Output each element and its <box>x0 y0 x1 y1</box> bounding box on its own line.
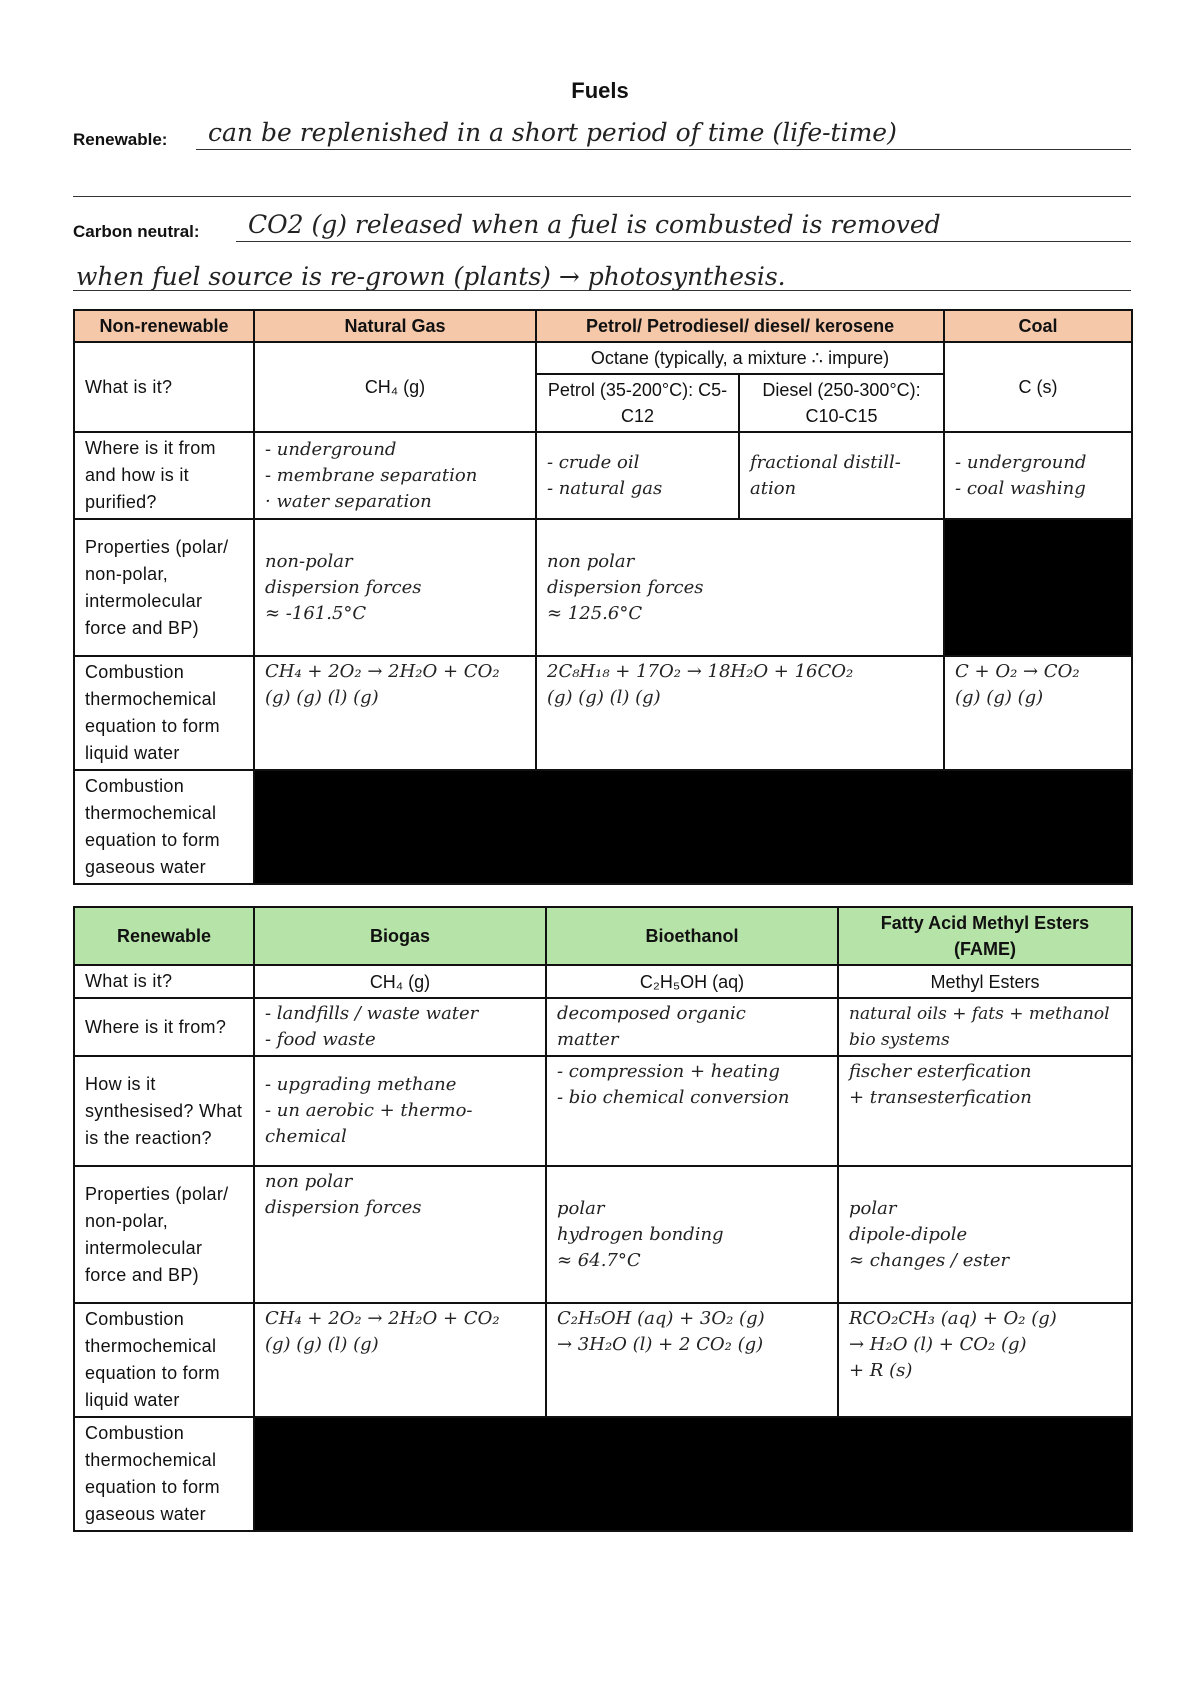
row-label-properties: Properties (polar/ non-polar, intermolecular force and BP) <box>74 1166 254 1303</box>
writing-line <box>236 241 1131 242</box>
fame-how: fischer esterfication + transesterfication <box>838 1056 1132 1166</box>
fame-where: natural oils + fats + methanol bio systems <box>838 998 1132 1056</box>
biogas-how: - upgrading methane - un aerobic + thermo- chemical <box>254 1056 546 1166</box>
petrol-where-b: fractional distill- ation <box>739 432 944 519</box>
header-renewable: Renewable <box>74 907 254 965</box>
biogas-properties: non polar dispersion forces <box>254 1166 546 1303</box>
page-title: Fuels <box>571 78 629 103</box>
bioethanol-properties: polar hydrogen bonding ≈ 64.7°C <box>546 1166 838 1303</box>
coal-what: C (s) <box>944 342 1132 432</box>
writing-line <box>73 290 1131 291</box>
row-label-properties: Properties (polar/ non-polar, intermolecular force and BP) <box>74 519 254 656</box>
header-natural-gas: Natural Gas <box>254 310 536 342</box>
header-petrol: Petrol/ Petrodiesel/ diesel/ kerosene <box>536 310 944 342</box>
header-fame: Fatty Acid Methyl Esters (FAME) <box>838 907 1132 965</box>
fame-combustion-liquid: RCO₂CH₃ (aq) + O₂ (g) → H₂O (l) + CO₂ (g) + R (s) <box>838 1303 1132 1417</box>
carbon-neutral-definition-line1: CO2 (g) released when a fuel is combusted is removed <box>248 210 941 239</box>
natural-gas-properties: non-polar dispersion forces ≈ -161.5°C <box>254 519 536 656</box>
natural-gas-what: CH₄ (g) <box>254 342 536 432</box>
bioethanol-where: decomposed organic matter <box>546 998 838 1056</box>
renewable-table <box>73 906 1133 1532</box>
coal-properties-blocked <box>944 519 1132 656</box>
diesel-sub-what: Diesel (250-300°C): C10-C15 <box>739 374 944 432</box>
writing-line <box>73 196 1131 197</box>
petrol-where-a: - crude oil - natural gas <box>536 432 739 519</box>
coal-combustion-liquid: C + O₂ → CO₂ (g) (g) (g) <box>944 656 1132 770</box>
header-nonrenewable: Non-renewable <box>74 310 254 342</box>
nonrenewable-table <box>73 309 1133 885</box>
row-label-how: How is it synthesised? What is the reaction? <box>74 1056 254 1166</box>
row-label-what: What is it? <box>74 342 254 432</box>
combustion-gas-blocked <box>254 1417 1132 1531</box>
row-label-combustion-gas: Combustion thermochemical equation to form gaseous water <box>74 1417 254 1531</box>
row-label-where: Where is it from? <box>74 998 254 1056</box>
fame-what: Methyl Esters <box>838 965 1132 998</box>
header-bioethanol: Bioethanol <box>546 907 838 965</box>
header-biogas: Biogas <box>254 907 546 965</box>
bioethanol-what: C₂H₅OH (aq) <box>546 965 838 998</box>
renewable-definition: can be replenished in a short period of time (life-time) <box>208 118 897 147</box>
biogas-what: CH₄ (g) <box>254 965 546 998</box>
petrol-combustion-liquid: 2C₈H₁₈ + 17O₂ → 18H₂O + 16CO₂ (g) (g) (l) (g) <box>536 656 944 770</box>
bioethanol-combustion-liquid: C₂H₅OH (aq) + 3O₂ (g) → 3H₂O (l) + 2 CO₂ (g) <box>546 1303 838 1417</box>
biogas-combustion-liquid: CH₄ + 2O₂ → 2H₂O + CO₂ (g) (g) (l) (g) <box>254 1303 546 1417</box>
combustion-gas-blocked <box>254 770 1132 884</box>
row-label-what: What is it? <box>74 965 254 998</box>
carbon-neutral-definition-line2: when fuel source is re-grown (plants) → photosynthesis. <box>76 262 786 291</box>
row-label-combustion-liquid: Combustion thermochemical equation to form liquid water <box>74 656 254 770</box>
row-label-where: Where is it from and how is it purified? <box>74 432 254 519</box>
petrol-sub-what: Petrol (35-200°C): C5-C12 <box>536 374 739 432</box>
coal-where: - underground - coal washing <box>944 432 1132 519</box>
petrol-octane-what: Octane (typically, a mixture ∴ impure) <box>536 342 944 374</box>
petrol-properties: non polar dispersion forces ≈ 125.6°C <box>536 519 944 656</box>
writing-line <box>196 149 1131 150</box>
biogas-where: - landfills / waste water - food waste <box>254 998 546 1056</box>
fame-properties: polar dipole-dipole ≈ changes / ester <box>838 1166 1132 1303</box>
row-label-combustion-gas: Combustion thermochemical equation to form gaseous water <box>74 770 254 884</box>
row-label-combustion-liquid: Combustion thermochemical equation to form liquid water <box>74 1303 254 1417</box>
renewable-label: Renewable: <box>73 130 168 149</box>
bioethanol-how: - compression + heating - bio chemical conversion <box>546 1056 838 1166</box>
natural-gas-where: - underground - membrane separation · water separation <box>254 432 536 519</box>
carbon-neutral-label: Carbon neutral: <box>73 222 200 241</box>
natural-gas-combustion-liquid: CH₄ + 2O₂ → 2H₂O + CO₂ (g) (g) (l) (g) <box>254 656 536 770</box>
header-coal: Coal <box>944 310 1132 342</box>
